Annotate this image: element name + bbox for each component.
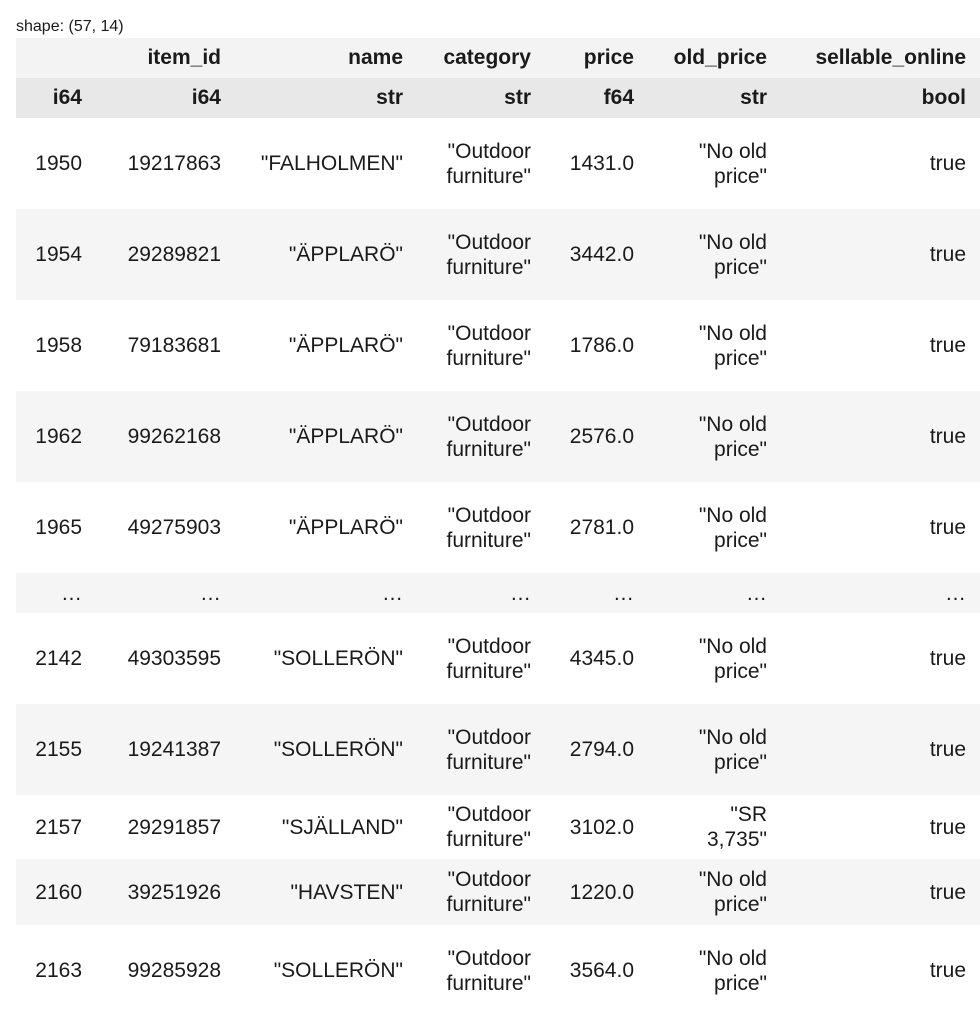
table-cell: … <box>781 573 980 613</box>
table-cell: 1950 <box>35 152 82 175</box>
table-cell: "SOLLERÖN" <box>235 704 417 795</box>
table-cell: true <box>781 704 980 795</box>
table-cell: "No old price" <box>648 859 781 925</box>
column-header-dtype: i64 <box>16 78 96 118</box>
table-cell: "Outdoor furniture" <box>446 803 531 851</box>
table-cell: … <box>16 573 96 613</box>
table-cell: "No old price" <box>698 503 767 552</box>
table-cell: 49275903 <box>127 516 221 539</box>
table-cell: "SOLLERÖN" <box>273 647 403 670</box>
table-row <box>16 391 980 482</box>
table-row <box>16 209 980 300</box>
table-cell: "No old price" <box>698 634 767 683</box>
table-cell: "Outdoor furniture" <box>417 859 545 925</box>
table-cell: "ÄPPLARÖ" <box>235 391 417 482</box>
table-cell: "No old price" <box>648 704 781 795</box>
table-cell: 79183681 <box>127 334 221 357</box>
table-cell: true <box>929 152 966 175</box>
table-cell: 2781.0 <box>569 516 634 539</box>
table-cell: "Outdoor furniture" <box>417 391 545 482</box>
table-row <box>16 704 980 795</box>
column-header-name: item_id <box>96 38 235 78</box>
table-cell: 2157 <box>35 815 82 839</box>
table-cell: "SJÄLLAND" <box>281 815 403 839</box>
table-cell: 1958 <box>35 334 82 357</box>
table-cell: 99285928 <box>127 959 221 982</box>
table-cell: 3564.0 <box>569 959 634 982</box>
table-row <box>16 795 980 859</box>
table-cell: true <box>781 391 980 482</box>
table-cell: true <box>929 516 966 539</box>
table-cell: 39251926 <box>96 859 235 925</box>
table-cell: "No old price" <box>648 209 781 300</box>
table-cell: "No old price" <box>698 946 767 995</box>
table-cell: … <box>545 573 648 613</box>
table-cell: 99262168 <box>96 391 235 482</box>
table-cell: "FALHOLMEN" <box>260 152 403 175</box>
column-header-dtype: str <box>648 78 781 118</box>
table-cell: "Outdoor furniture" <box>446 139 531 188</box>
table-cell: 3102.0 <box>569 815 634 839</box>
table-cell: … <box>96 573 235 613</box>
table-cell: … <box>648 573 781 613</box>
table-row <box>16 859 980 925</box>
table-cell: 3442.0 <box>545 209 648 300</box>
table-cell: "No old price" <box>648 391 781 482</box>
table-cell: true <box>929 959 966 982</box>
table-cell: "HAVSTEN" <box>235 859 417 925</box>
table-cell: true <box>781 859 980 925</box>
table-cell: 2142 <box>35 647 82 670</box>
table-cell: "ÄPPLARÖ" <box>235 209 417 300</box>
table-cell: 1431.0 <box>569 152 634 175</box>
column-header-name: category <box>417 38 545 78</box>
table-cell: 2163 <box>35 959 82 982</box>
table-cell: "Outdoor furniture" <box>446 321 531 370</box>
column-name-header-row <box>16 38 980 78</box>
dataframe-table <box>16 38 980 1016</box>
table-cell: 1220.0 <box>545 859 648 925</box>
table-cell: 1954 <box>16 209 96 300</box>
column-header-dtype: bool <box>781 78 980 118</box>
dataframe-shape-label: shape: (57, 14) <box>16 18 124 35</box>
table-cell: true <box>929 334 966 357</box>
table-row <box>16 613 980 704</box>
table-cell: … <box>235 573 417 613</box>
table-cell: "Outdoor furniture" <box>446 503 531 552</box>
table-cell: "Outdoor furniture" <box>417 209 545 300</box>
table-cell: 2160 <box>16 859 96 925</box>
table-cell: true <box>781 209 980 300</box>
table-row <box>16 482 980 573</box>
table-cell: 29291857 <box>127 815 221 839</box>
column-header-name <box>16 38 96 78</box>
table-cell: "ÄPPLARÖ" <box>288 334 403 357</box>
table-cell: 29289821 <box>96 209 235 300</box>
column-header-dtype: i64 <box>96 78 235 118</box>
column-header-name: name <box>235 38 417 78</box>
table-cell: true <box>929 647 966 670</box>
table-row <box>16 118 980 209</box>
table-cell: 19217863 <box>127 152 221 175</box>
table-cell: "No old price" <box>698 139 767 188</box>
column-header-name: sellable_online <box>781 38 980 78</box>
table-cell: 2576.0 <box>545 391 648 482</box>
column-dtype-header-row <box>16 78 980 118</box>
table-cell: 1962 <box>16 391 96 482</box>
dataframe-body <box>16 118 980 1016</box>
table-cell: "ÄPPLARÖ" <box>288 516 403 539</box>
table-cell: 2794.0 <box>545 704 648 795</box>
column-header-dtype: f64 <box>545 78 648 118</box>
column-header-name: price <box>545 38 648 78</box>
column-header-dtype: str <box>235 78 417 118</box>
table-cell: "Outdoor furniture" <box>417 704 545 795</box>
table-cell: … <box>417 573 545 613</box>
table-cell: "Outdoor furniture" <box>446 634 531 683</box>
table-row <box>16 925 980 1016</box>
table-cell: 2155 <box>16 704 96 795</box>
table-cell: "SOLLERÖN" <box>273 959 403 982</box>
table-cell: "Outdoor furniture" <box>446 946 531 995</box>
column-header-dtype: str <box>417 78 545 118</box>
table-cell: 19241387 <box>96 704 235 795</box>
table-cell: 1965 <box>35 516 82 539</box>
table-cell: 49303595 <box>127 647 221 670</box>
table-cell: "SR 3,735" <box>706 803 767 851</box>
table-cell: 4345.0 <box>569 647 634 670</box>
table-cell: 1786.0 <box>569 334 634 357</box>
table-ellipsis-row <box>16 573 980 613</box>
table-cell: "No old price" <box>698 321 767 370</box>
column-header-name: old_price <box>648 38 781 78</box>
table-row <box>16 300 980 391</box>
table-cell: true <box>929 815 966 839</box>
